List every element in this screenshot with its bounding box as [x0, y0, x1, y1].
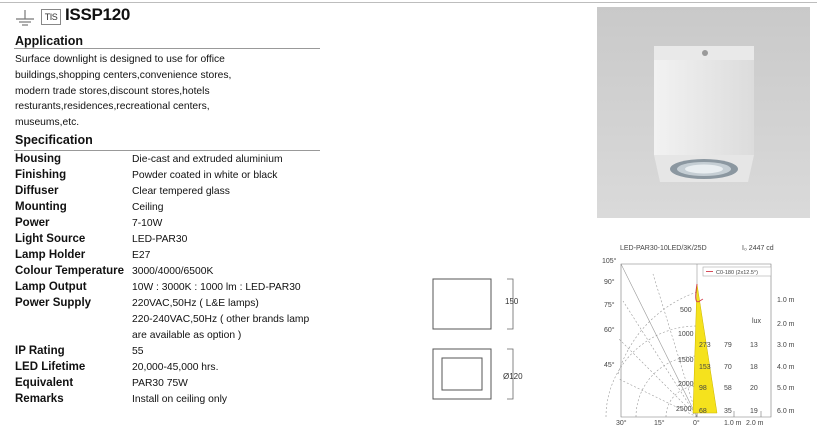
spec-row-power-supply-cont [15, 313, 335, 329]
lux-header: lux [752, 318, 761, 325]
lux-center-value: 153 [699, 364, 711, 371]
spec-row-mounting [15, 201, 335, 217]
specification-heading: Specification [15, 133, 93, 147]
distance-label: 1.0 m [777, 297, 795, 304]
spec-value: 20,000-45,000 hrs. [132, 362, 219, 373]
application-line: resturants,residences,recreational centers, [15, 101, 210, 113]
spec-value: 55 [132, 346, 144, 357]
application-line: museums,etc. [15, 117, 80, 129]
spec-value: Install on ceiling only [132, 394, 228, 405]
lux-mid-value: 35 [724, 408, 732, 415]
polar-grid [606, 264, 771, 417]
spec-value: Ceiling [132, 202, 164, 213]
spec-row-finishing [15, 169, 335, 185]
distance-label: 3.0 m [777, 342, 795, 349]
lux-mid-value: 79 [724, 342, 732, 349]
intensity-label: 500 [680, 307, 692, 314]
application-line: buildings,shopping centers,convenience stores, [15, 69, 232, 81]
spec-label: IP Rating [15, 345, 65, 357]
angle-label: 60° [604, 327, 615, 334]
angle-label: 45° [604, 362, 615, 369]
angle-label: 30° [616, 420, 627, 427]
spec-row-light-source [15, 233, 335, 249]
height-dimension-label: 150 [505, 297, 519, 306]
spec-value: LED-PAR30 [132, 234, 188, 245]
product-photo [597, 7, 810, 218]
spec-value: Powder coated in white or black [132, 170, 278, 181]
intensity-label: 2000 [678, 381, 694, 388]
intensity-label: 1500 [678, 357, 694, 364]
spec-value: 220VAC,50Hz ( L&E lamps) [132, 298, 259, 309]
lux-edge-value: 20 [750, 385, 758, 392]
angle-label: 105° [602, 258, 617, 265]
spec-row-led-lifetime [15, 361, 335, 377]
spec-label: Housing [15, 153, 61, 165]
spec-row-power-supply-cont [15, 329, 335, 345]
application-heading: Application [15, 34, 84, 48]
spec-value: 220-240VAC,50Hz ( other brands lamp [132, 314, 310, 325]
spec-label: Finishing [15, 169, 67, 181]
spec-value: Die-cast and extruded aluminium [132, 154, 283, 165]
tis-badge: TIS [41, 9, 61, 25]
spec-row-colour-temperature [15, 265, 335, 281]
bottom-view-inner [442, 358, 482, 390]
spec-label: Power [15, 217, 50, 229]
angle-label: 75° [604, 302, 615, 309]
spec-row-equivalent [15, 377, 335, 393]
distance-label: 5.0 m [777, 385, 795, 392]
lux-edge-value: 13 [750, 342, 758, 349]
spec-value: E27 [132, 250, 151, 261]
photometric-chart-svg [596, 239, 814, 434]
spec-label: Lamp Output [15, 281, 87, 293]
spec-label: Diffuser [15, 185, 59, 197]
application-rule [14, 48, 320, 49]
side-view-outline [433, 279, 491, 329]
spec-row-ip-rating [15, 345, 335, 361]
spec-value: PAR30 75W [132, 378, 188, 389]
spec-row-housing [15, 153, 335, 169]
spec-row-power-supply [15, 297, 335, 313]
angle-label: 90° [604, 279, 615, 286]
spec-label: Power Supply [15, 297, 92, 309]
specification-rule [14, 150, 320, 151]
spec-value: 7-10W [132, 218, 163, 229]
chart-title: LED-PAR30-10LED/3K/25D [620, 245, 707, 252]
application-line: modern trade stores,discount stores,hotels [15, 85, 210, 97]
lux-center-value: 98 [699, 385, 707, 392]
application-line: Surface downlight is designed to use for office [15, 54, 225, 65]
spec-value: 3000/4000/6500K [132, 266, 214, 277]
scale-label: 1.0 m [724, 420, 742, 427]
angle-label: 15° [654, 420, 665, 427]
intensity-label: 2500 [676, 406, 692, 413]
ground-symbol-icon [14, 9, 36, 27]
spec-label: Mounting [15, 201, 67, 213]
photometric-chart [596, 239, 814, 434]
distance-label: 6.0 m [777, 408, 795, 415]
spec-label: Equivalent [15, 377, 74, 389]
spec-label: Light Source [15, 233, 86, 245]
legend-label: C0-180 (2x12.5°) [716, 270, 758, 276]
angle-label: 0° [693, 420, 700, 427]
spec-row-lamp-output [15, 281, 335, 297]
top-rule [0, 2, 817, 3]
lux-edge-value: 19 [750, 408, 758, 415]
spec-value: are available as option ) [132, 330, 242, 341]
dimension-drawing [425, 274, 535, 406]
spec-row-remarks [15, 393, 335, 409]
spec-label: Lamp Holder [15, 249, 86, 261]
spec-label: Remarks [15, 393, 64, 405]
distance-label: 2.0 m [777, 321, 795, 328]
spec-row-lamp-holder [15, 249, 335, 265]
lux-center-value: 68 [699, 408, 707, 415]
spec-row-diffuser [15, 185, 335, 201]
application-text [15, 52, 315, 131]
scale-label: 2.0 m [746, 420, 764, 427]
product-title: ISSP120 [65, 5, 131, 24]
lux-edge-value: 18 [750, 364, 758, 371]
spec-value: 10W : 3000K : 1000 lm : LED-PAR30 [132, 282, 301, 293]
spec-row-power [15, 217, 335, 233]
lux-mid-value: 58 [724, 385, 732, 392]
spec-label: Colour Temperature [15, 265, 125, 277]
spec-label: LED Lifetime [15, 361, 86, 373]
spec-value: Clear tempered glass [132, 186, 230, 197]
lux-mid-value: 70 [724, 364, 732, 371]
intensity-label: 1000 [678, 331, 694, 338]
distance-label: 4.0 m [777, 364, 795, 371]
lux-center-value: 273 [699, 342, 711, 349]
diameter-dimension-label: Ø120 [503, 372, 523, 381]
chart-peak-intensity: I₀ 2447 cd [742, 245, 774, 252]
